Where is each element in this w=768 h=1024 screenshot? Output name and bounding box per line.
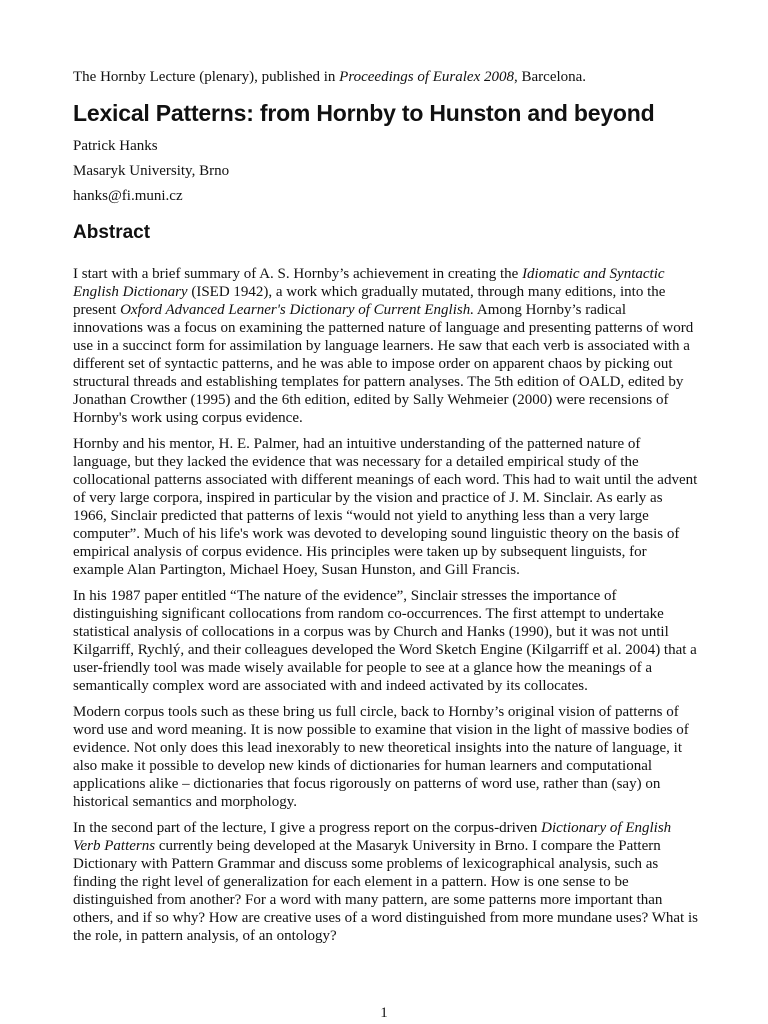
p1-text-a: I start with a brief summary of A. S. Hornby’s achievement in creating the <box>73 266 523 282</box>
p1-text-e: Among Hornby’s radical innovations was a focus on examining the patterned nature of language and presenting patterns of word use in a succinct form for assimilation by language learners. He saw that each verb is associated with a different set of syntactic patterns, and he was able to impose order on apparent chaos by picking out structural threads and establishing templates for pattern analyses. The 5th edition of OALD, edited by Jonathan Crowther (1995) and the 6th edition, edited by Sally Wehmeier (2000) were recensions of Hornby's work using corpus evidence. <box>73 302 694 426</box>
author-affiliation: Masaryk University, Brno <box>73 163 230 179</box>
p1-italic-ised: Idiomatic and Syntactic English Dictionary <box>73 266 665 300</box>
abstract-paragraph-2: Hornby and his mentor, H. E. Palmer, had an intuitive understanding of the patterned nature of language, but they lacked the evidence that was necessary for a detailed empirical study of the collocational patterns associated with different meanings of each word. This had to wait until the advent of very large corpora, inspired in particular by the vision and practice of J. M. Sinclair. As early as 1966, Sinclair predicted that patterns of lexis “would not yield to anything less than a very large computer”. Much of his life's work was devoted to developing sound linguistic theory on the basis of empirical analysis of corpus evidence. His principles were taken up by subsequent linguists, for example Alan Partington, Michael Hoey, Susan Hunston, and Gill Francis. <box>73 436 698 578</box>
abstract-paragraph-5 <box>73 819 698 945</box>
document-page <box>73 68 698 953</box>
publication-note-prefix: The Hornby Lecture (plenary), published in <box>73 69 340 85</box>
page-number: 1 <box>380 1005 388 1021</box>
publication-venue: Proceedings of Euralex 2008 <box>339 69 514 85</box>
author-email: hanks@fi.muni.cz <box>73 188 183 204</box>
p1-text-c: (ISED 1942), a work which gradually mutated, through many editions, into the present <box>73 284 666 318</box>
p1-italic-oald: Oxford Advanced Learner's Dictionary of Current English. <box>120 302 474 318</box>
author-name: Patrick Hanks <box>73 138 158 154</box>
abstract-heading: Abstract <box>73 222 151 243</box>
abstract-paragraph-1 <box>73 265 698 427</box>
p5-italic-dictionary: Dictionary of English Verb Patterns <box>73 820 672 854</box>
paper-title: Lexical Patterns: from Hornby to Hunston and beyond <box>73 100 655 126</box>
publication-note-suffix: , Barcelona. <box>514 69 587 85</box>
p5-text-c: currently being developed at the Masaryk University in Brno. I compare the Pattern Dictionary with Pattern Grammar and discuss some problems of lexicographical analysis, such as finding the right level of generalization for each element in a pattern. How is one sense to be distinguished from another? For a word with many pattern, are some patterns more important than others, and if so why? How are creative uses of a word distinguished from more mundane uses? What is the role, in pattern analysis, of an ontology? <box>73 838 698 944</box>
abstract-paragraph-4: Modern corpus tools such as these bring us full circle, back to Hornby’s original vision of patterns of word use and word meaning. It is now possible to examine that vision in the light of massive bodies of evidence. Not only does this lead inexorably to new theoretical insights into the nature of language, it also make it possible to develop new kinds of dictionaries for human learners and computational applications alike – dictionaries that focus rigorously on patterns of word use, rather than (say) on historical semantics and morphology. <box>73 704 689 810</box>
abstract-paragraph-3: In his 1987 paper entitled “The nature of the evidence”, Sinclair stresses the importance of distinguishing significant collocations from random co-occurrences. The first attempt to undertake statistical analysis of collocations in a corpus was by Church and Hanks (1990), but it was not until Kilgarriff, Rychlý, and their colleagues developed the Word Sketch Engine (Kilgarriff et al. 2004) that a user-friendly tool was made wisely available for people to see at a glance how the meanings of a semantically complex word are associated with and indeed activated by its collocates. <box>73 588 697 694</box>
publication-note <box>73 68 698 86</box>
p5-text-a: In the second part of the lecture, I give a progress report on the corpus-driven <box>73 820 542 836</box>
